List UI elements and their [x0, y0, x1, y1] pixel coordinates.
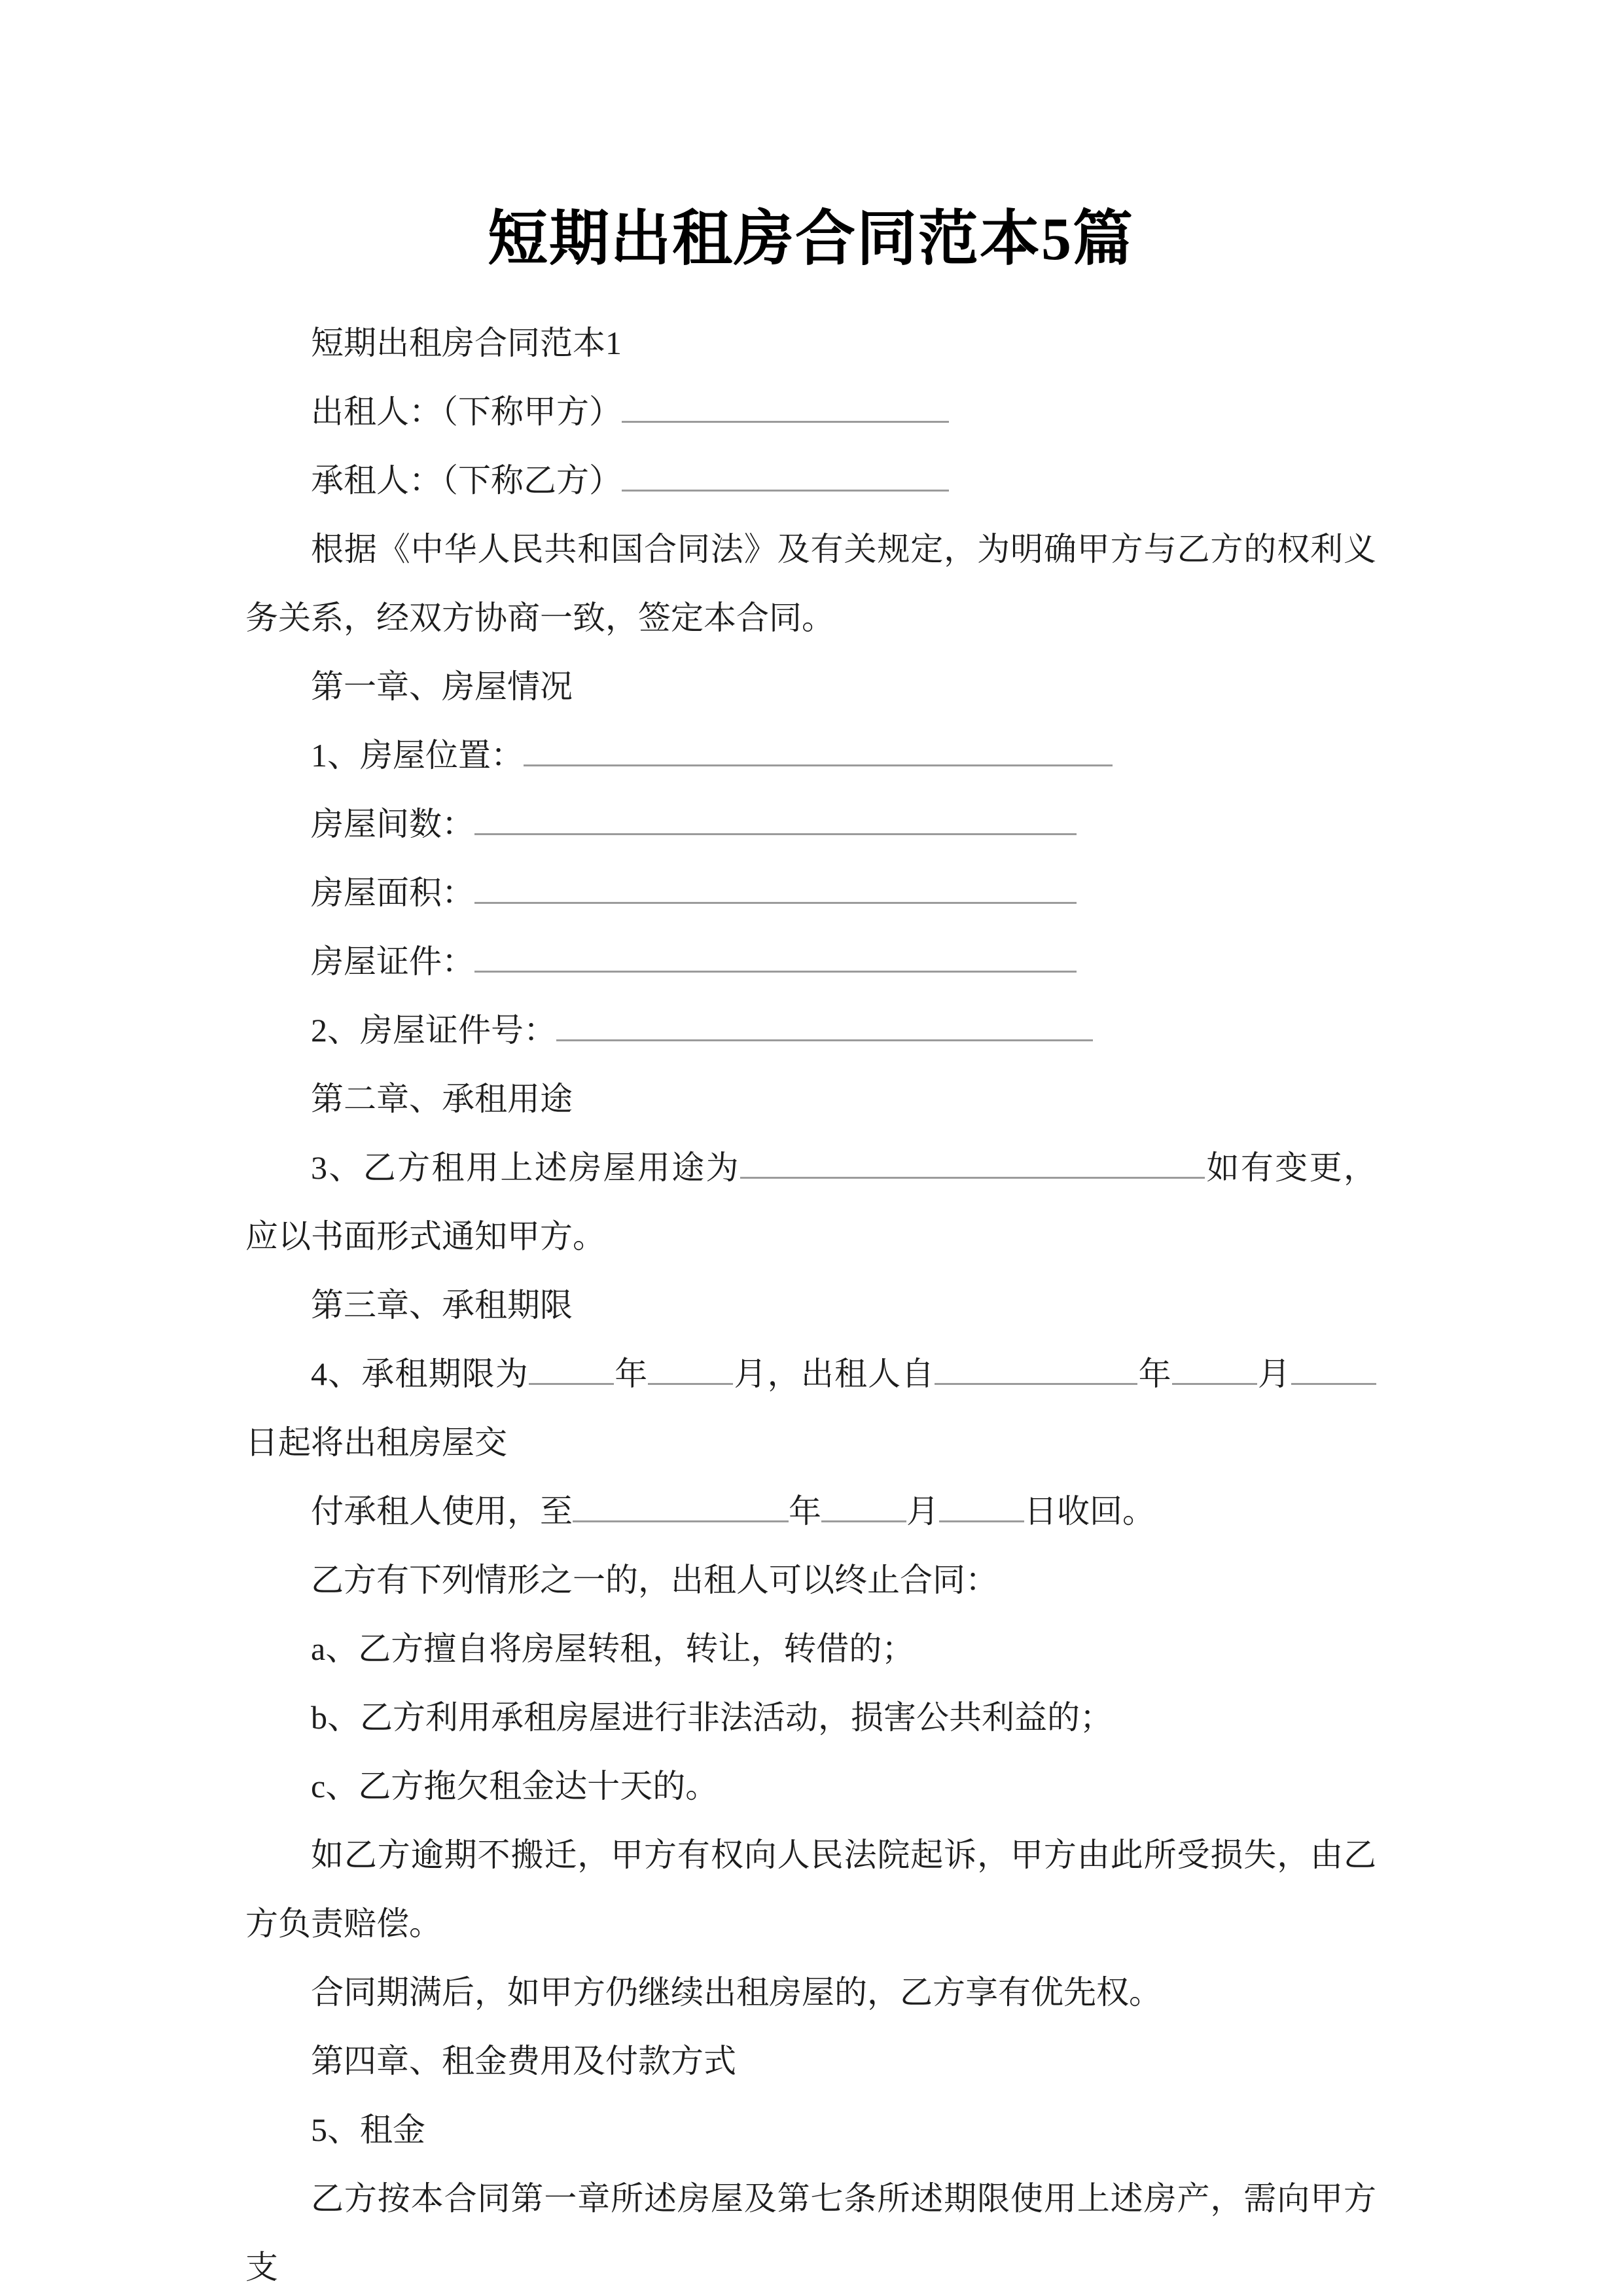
- paragraph-text: 根据《中华人民共和国合同法》及有关规定，为明确甲方与乙方的权利义务关系，经双方协商一致，签定本合同。: [245, 531, 1376, 636]
- document-body: [245, 309, 1376, 2296]
- paragraph-text: 年: [1137, 1355, 1172, 1392]
- paragraph-text: 出租人：（下称甲方）: [311, 393, 622, 430]
- paragraph-text: 日收回。: [1024, 1493, 1155, 1530]
- blank-underline: [474, 799, 1077, 835]
- paragraph: [245, 1615, 1376, 1683]
- paragraph-text: 日起将出租房屋交: [245, 1424, 507, 1461]
- paragraph-text: 第三章、承租期限: [311, 1287, 573, 1323]
- paragraph: [245, 515, 1376, 653]
- paragraph-text: 年: [789, 1493, 821, 1530]
- blank-underline: [622, 456, 949, 492]
- paragraph-text: 房屋证件：: [311, 943, 474, 980]
- paragraph: [245, 996, 1376, 1065]
- paragraph-text: 5、租金: [311, 2111, 425, 2148]
- paragraph: [245, 1752, 1376, 1821]
- paragraph-text: 合同期满后，如甲方仍继续出租房屋的，乙方享有优先权。: [311, 1974, 1162, 2011]
- blank-underline: [935, 1349, 1137, 1385]
- blank-underline: [648, 1349, 733, 1385]
- paragraph-text: 2、房屋证件号：: [311, 1012, 556, 1049]
- paragraph: [245, 790, 1376, 859]
- blank-underline: [474, 937, 1077, 973]
- blank-underline: [622, 387, 949, 423]
- paragraph-text: 月，出租人自: [733, 1355, 935, 1392]
- paragraph: [245, 309, 1376, 378]
- paragraph: [245, 653, 1376, 721]
- blank-underline: [524, 730, 1113, 766]
- paragraph-text: 4、承租期限为: [311, 1355, 529, 1392]
- paragraph: [245, 1271, 1376, 1340]
- blank-underline: [740, 1143, 1205, 1179]
- blank-underline: [556, 1005, 1093, 1041]
- paragraph-text: 如乙方逾期不搬迁，甲方有权向人民法院起诉，甲方由此所受损失，由乙方负责赔偿。: [245, 1837, 1376, 1942]
- paragraph-text: 承租人：（下称乙方）: [311, 462, 622, 499]
- blank-underline: [474, 868, 1077, 904]
- paragraph-text: 第一章、房屋情况: [311, 668, 573, 705]
- paragraph-text: 1、房屋位置：: [311, 737, 524, 774]
- blank-underline: [821, 1486, 906, 1522]
- paragraph: [245, 721, 1376, 790]
- paragraph: [245, 1546, 1376, 1615]
- paragraph-text: a、乙方擅自将房屋转租，转让，转借的；: [311, 1630, 915, 1667]
- paragraph: [245, 1477, 1376, 1546]
- paragraph-text: 房屋面积：: [311, 874, 474, 911]
- paragraph-text: 短期出租房合同范本1: [311, 325, 622, 361]
- paragraph: [245, 2027, 1376, 2096]
- paragraph-text: b、乙方利用承租房屋进行非法活动，损害公共利益的；: [311, 1699, 1113, 1736]
- paragraph-text: 月: [906, 1493, 939, 1530]
- paragraph: [245, 1683, 1376, 1752]
- blank-underline: [939, 1486, 1024, 1522]
- document-title: 短期出租房合同范本5篇: [487, 206, 1134, 272]
- paragraph: [245, 446, 1376, 515]
- paragraph: [245, 1134, 1376, 1271]
- paragraph: [245, 1958, 1376, 2027]
- paragraph: [245, 1065, 1376, 1134]
- paragraph-text: 乙方有下列情形之一的，出租人可以终止合同：: [311, 1562, 998, 1598]
- paragraph-text: 年: [614, 1355, 649, 1392]
- paragraph: [245, 2164, 1376, 2296]
- blank-underline: [1291, 1349, 1376, 1385]
- paragraph-text: 月: [1257, 1355, 1292, 1392]
- paragraph: [245, 927, 1376, 996]
- paragraph-text: 3、乙方租用上述房屋用途为: [311, 1149, 741, 1186]
- paragraph: [245, 859, 1376, 927]
- paragraph: [245, 1340, 1376, 1477]
- paragraph-text: 房屋间数：: [311, 806, 474, 842]
- paragraph-text: 如有变更，应以书面形式通知甲方。: [245, 1149, 1377, 1255]
- blank-underline: [1172, 1349, 1257, 1385]
- blank-underline: [529, 1349, 614, 1385]
- paragraph-text: 第二章、承租用途: [311, 1081, 573, 1117]
- paragraph-text: 第四章、租金费用及付款方式: [311, 2043, 736, 2079]
- paragraph: [245, 378, 1376, 446]
- paragraph-text: c、乙方拖欠租金达十天的。: [311, 1768, 719, 1804]
- paragraph-text: 乙方按本合同第一章所述房屋及第七条所述期限使用上述房产，需向甲方支: [245, 2180, 1376, 2286]
- paragraph: [245, 2096, 1376, 2164]
- paragraph: [245, 1821, 1376, 1958]
- paragraph-text: 付承租人使用，至: [311, 1493, 573, 1530]
- blank-underline: [573, 1486, 789, 1522]
